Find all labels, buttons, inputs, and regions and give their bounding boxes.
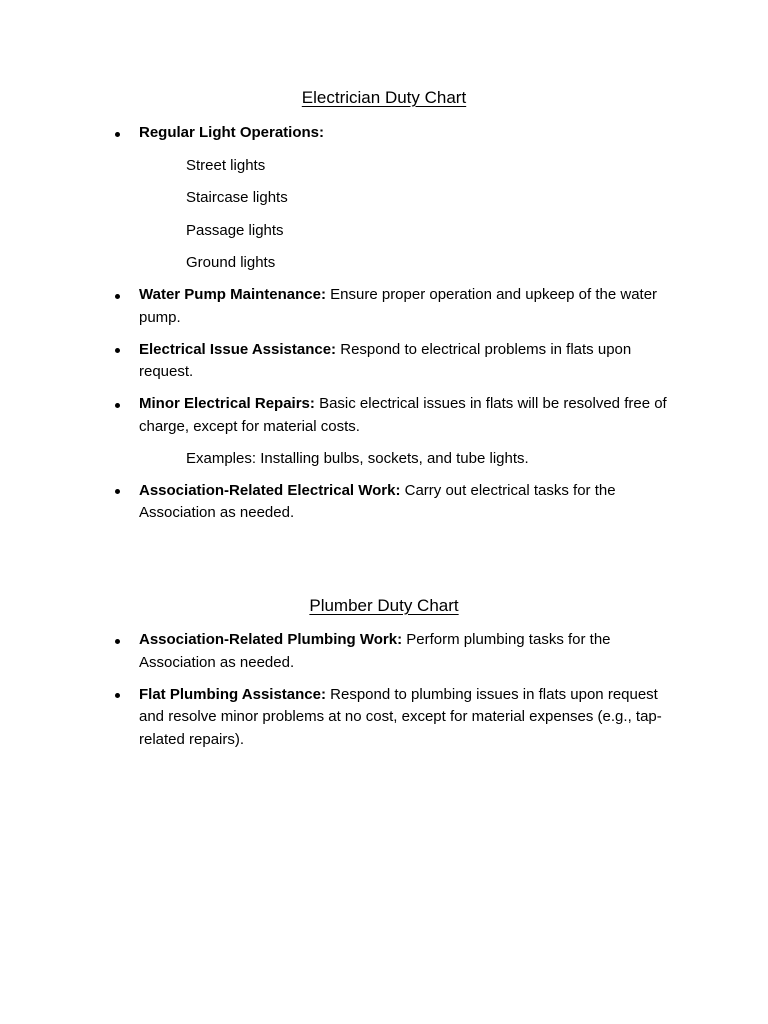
plumber-item-association-work xyxy=(0,629,768,674)
electrician-item-issue-assistance xyxy=(0,339,768,384)
item-label: Association-Related Plumbing Work: xyxy=(139,631,403,648)
electrician-item-association-work xyxy=(0,480,768,525)
item-text: Basic electrical issues in flats will be resolved free of charge, except for material costs. xyxy=(139,395,667,435)
plumber-duty-list xyxy=(0,629,768,761)
item-text: Respond to plumbing issues in flats upon request and resolve minor problems at no cost, except for material expenses (e.g., tap-related repairs). xyxy=(139,685,662,748)
item-text: Respond to electrical problems in flats upon request. xyxy=(139,340,632,380)
bullet-icon xyxy=(115,132,120,137)
sub-item-staircase-lights: Staircase lights xyxy=(186,189,288,206)
bullet-icon xyxy=(115,489,120,494)
sub-item-passage-lights: Passage lights xyxy=(186,221,284,239)
bullet-icon xyxy=(115,348,120,353)
item-text: Carry out electrical tasks for the Association as needed. xyxy=(139,481,616,521)
sub-item-ground-lights: Ground lights xyxy=(186,254,276,271)
electrician-item-minor-repairs xyxy=(0,393,768,470)
electrician-heading: Electrician Duty Chart xyxy=(301,88,467,107)
item-label: Association-Related Electrical Work: xyxy=(139,481,401,499)
bullet-icon xyxy=(115,639,120,644)
bullet-icon xyxy=(115,294,120,299)
item-label: Electrical Issue Assistance: xyxy=(139,340,337,358)
item-text: Perform plumbing tasks for the Association as needed. xyxy=(139,631,611,671)
item-text: Ensure proper operation and upkeep of the water pump. xyxy=(139,286,658,326)
item-label: Regular Light Operations: xyxy=(139,124,325,141)
electrician-item-light-operations xyxy=(0,122,768,275)
electrician-item-water-pump xyxy=(0,284,768,329)
item-label: Minor Electrical Repairs: xyxy=(139,395,315,412)
item-label: Flat Plumbing Assistance: xyxy=(139,685,326,703)
bullet-icon xyxy=(115,403,120,408)
item-label: Water Pump Maintenance: xyxy=(139,286,326,303)
plumber-item-flat-assistance xyxy=(0,684,768,752)
plumber-heading: Plumber Duty Chart xyxy=(309,596,459,615)
sub-item-street-lights: Street lights xyxy=(186,156,266,174)
electrician-duty-list xyxy=(0,122,768,534)
bullet-icon xyxy=(115,693,120,698)
light-types-list xyxy=(139,155,668,275)
repair-examples-note: Examples: Installing bulbs, sockets, and tube lights. xyxy=(186,449,529,467)
